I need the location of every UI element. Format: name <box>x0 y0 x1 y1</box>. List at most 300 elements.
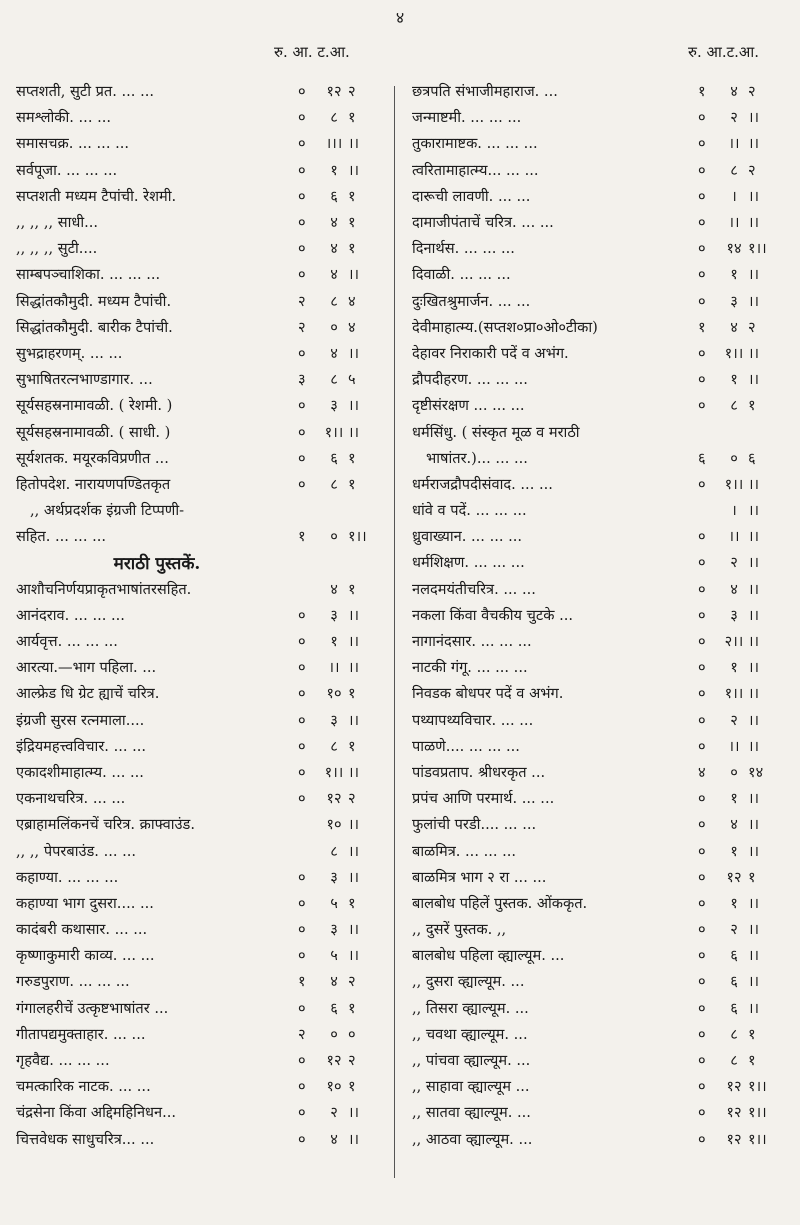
book-title: धर्मराजद्रौपदीसंवाद. ... ... <box>412 475 553 493</box>
price-annas: ० <box>330 318 338 336</box>
price-rupees: ० <box>298 999 306 1017</box>
price-rupees: ० <box>298 659 306 677</box>
book-title: चंद्रसेना किंवा अद्दिमहिनिधन... <box>16 1104 177 1122</box>
left-catalog-row <box>16 1073 382 1099</box>
right-catalog-row <box>412 130 782 156</box>
postage-annas: १ <box>748 1025 756 1043</box>
postage-annas: १।। <box>348 528 367 546</box>
price-rupees: ० <box>298 344 306 362</box>
postage-annas: १ <box>348 214 356 232</box>
book-title: समश्लोकी. ... ... <box>16 109 112 127</box>
price-rupees: ० <box>698 580 706 598</box>
right-catalog-row <box>412 235 782 261</box>
postage-annas: ।। <box>748 135 760 153</box>
price-annas: ३ <box>330 606 338 624</box>
price-annas: २ <box>730 921 738 939</box>
right-catalog-row <box>412 471 782 497</box>
postage-annas: २ <box>748 318 756 336</box>
price-rupees: ० <box>298 894 306 912</box>
right-catalog-row <box>412 628 782 654</box>
price-rupees: ६ <box>698 449 706 467</box>
price-rupees: ० <box>298 711 306 729</box>
book-title: दृष्टीसंरक्षण ... ... ... <box>412 397 525 415</box>
left-catalog-row <box>16 1126 382 1152</box>
price-rupees: ० <box>698 711 706 729</box>
price-rupees: २ <box>298 318 306 336</box>
book-title: कहाण्या भाग दुसरा.... ... <box>16 894 154 912</box>
price-annas: १।। <box>724 344 744 362</box>
price-rupees: ० <box>698 266 706 284</box>
book-title: इंग्रजी सुरस रत्नमाला.... <box>16 711 145 729</box>
price-rupees: ० <box>298 737 306 755</box>
price-annas: १२ <box>726 1104 742 1122</box>
right-catalog-row <box>412 418 782 444</box>
right-catalog-row <box>412 1073 782 1099</box>
price-annas: ० <box>730 763 738 781</box>
price-annas: ६ <box>330 999 338 1017</box>
book-title: ध्रुवाख्यान. ... ... ... <box>412 528 523 546</box>
postage-annas: १ <box>348 449 356 467</box>
postage-annas: ।। <box>348 266 360 284</box>
postage-annas: ।। <box>748 528 760 546</box>
left-catalog-row <box>16 995 382 1021</box>
price-annas: १।। <box>724 685 744 703</box>
book-title: आशौचनिर्णयप्राकृतभाषांतरसहित. <box>16 580 192 598</box>
price-rupees: ० <box>298 790 306 808</box>
book-title: ,, दुसरें पुस्तक. ,, <box>412 921 507 939</box>
right-catalog-row <box>412 104 782 130</box>
left-catalog-row <box>16 759 382 785</box>
book-title: नागानंदसार. ... ... ... <box>412 633 532 651</box>
book-title: द्रौपदीहरण. ... ... ... <box>412 371 528 389</box>
price-annas: १२ <box>326 83 342 101</box>
right-catalog-row <box>412 811 782 837</box>
price-rupees: ० <box>298 266 306 284</box>
left-catalog-row <box>16 340 382 366</box>
postage-annas: १ <box>348 240 356 258</box>
price-rupees: १ <box>298 528 306 546</box>
price-annas: ।।। <box>325 135 343 153</box>
book-title: गीतापद्यमुक्ताहार. ... ... <box>16 1025 146 1043</box>
book-title: नलदमयंतीचरित्र. ... ... <box>412 580 536 598</box>
price-annas: १४ <box>726 240 742 258</box>
book-title: एब्राहामलिंकनचें चरित्र. क्राफ्वाउंड. <box>16 816 195 834</box>
right-catalog-row <box>412 864 782 890</box>
price-annas: १२ <box>726 868 742 886</box>
price-rupees: ० <box>298 868 306 886</box>
price-rupees: ० <box>298 606 306 624</box>
book-title: तुकारामाष्टक. ... ... ... <box>412 135 538 153</box>
book-title: आरत्या.—भाग पहिला. ... <box>16 659 157 677</box>
book-title: ,, आठवा व्ह्याल्यूम. ... <box>412 1130 533 1148</box>
right-catalog-row <box>412 968 782 994</box>
left-catalog-row <box>16 837 382 863</box>
right-catalog-row <box>412 995 782 1021</box>
left-catalog-row <box>16 130 382 156</box>
left-catalog-row <box>16 602 382 628</box>
book-title: गरुडपुराण. ... ... ... <box>16 973 130 991</box>
book-title: कादंबरी कथासार. ... ... <box>16 921 148 939</box>
price-rupees: ० <box>698 371 706 389</box>
price-annas: ।। <box>728 135 740 153</box>
price-rupees: १ <box>698 83 706 101</box>
book-title: पाळणे.... ... ... ... <box>412 737 520 755</box>
book-title: त्वरितामाहात्म्य... ... ... <box>412 161 539 179</box>
right-column-header: रु. आ.ट.आ. <box>688 43 760 61</box>
book-title: गृहवैद्य. ... ... ... <box>16 1052 110 1070</box>
price-annas: १ <box>330 161 338 179</box>
price-rupees: ० <box>698 344 706 362</box>
section-heading: मराठी पुस्तकें. <box>113 553 201 574</box>
price-rupees: ३ <box>298 371 306 389</box>
left-catalog-row <box>16 445 382 471</box>
left-catalog-row <box>16 576 382 602</box>
book-title: ,, ,, पेपरबाउंड. ... ... <box>16 842 137 860</box>
price-rupees: ० <box>298 947 306 965</box>
price-annas: १२ <box>326 790 342 808</box>
price-rupees: ० <box>698 554 706 572</box>
right-catalog-row <box>412 1126 782 1152</box>
price-annas: ४ <box>330 580 338 598</box>
postage-annas: १ <box>348 109 356 127</box>
price-annas: ।। <box>728 528 740 546</box>
book-title: चमत्कारिक नाटक. ... ... <box>16 1078 151 1096</box>
book-title: छत्रपति संभाजीमहाराज. ... <box>412 83 558 101</box>
price-rupees: ० <box>698 921 706 939</box>
postage-annas: १ <box>748 1052 756 1070</box>
price-rupees: ० <box>698 1025 706 1043</box>
price-rupees: ० <box>298 187 306 205</box>
postage-annas: १।। <box>748 1130 767 1148</box>
right-catalog-row <box>412 261 782 287</box>
price-rupees: ० <box>298 240 306 258</box>
price-annas: ८ <box>330 292 338 310</box>
left-catalog-row <box>16 235 382 261</box>
left-catalog-row <box>16 392 382 418</box>
postage-annas: ।। <box>748 921 760 939</box>
postage-annas: ५ <box>348 371 356 389</box>
left-catalog-row <box>16 1021 382 1047</box>
book-title: समासचक्र. ... ... ... <box>16 135 130 153</box>
right-catalog-row <box>412 707 782 733</box>
right-catalog-row <box>412 654 782 680</box>
price-rupees: ० <box>298 161 306 179</box>
price-rupees: ० <box>298 214 306 232</box>
price-annas: ८ <box>730 1025 738 1043</box>
price-rupees: ० <box>698 397 706 415</box>
book-title: हितोपदेश. नारायणपण्डितकृत <box>16 475 171 493</box>
book-title: दुःखितश्रुमार्जन. ... ... <box>412 292 531 310</box>
book-title: निवडक बोधपर पदें व अभंग. <box>412 685 564 703</box>
price-rupees: ० <box>698 894 706 912</box>
postage-annas: ४ <box>348 318 356 336</box>
price-annas: ३ <box>330 868 338 886</box>
right-catalog-row <box>412 1021 782 1047</box>
price-rupees: ० <box>698 606 706 624</box>
price-annas: ४ <box>330 266 338 284</box>
price-annas: १।। <box>724 475 744 493</box>
price-annas: ३ <box>330 397 338 415</box>
price-annas: ४ <box>330 344 338 362</box>
postage-annas: २ <box>348 83 356 101</box>
postage-annas: ।। <box>748 554 760 572</box>
left-catalog-row <box>16 261 382 287</box>
price-annas: ४ <box>330 973 338 991</box>
left-catalog-row <box>16 654 382 680</box>
postage-annas: ।। <box>748 606 760 624</box>
price-rupees: ४ <box>698 763 706 781</box>
price-rupees: ० <box>698 790 706 808</box>
postage-annas: ।। <box>748 737 760 755</box>
book-title: बाळमित्र भाग २ रा ... ... <box>412 868 547 886</box>
book-title: ,, चवथा व्ह्याल्यूम. ... <box>412 1025 528 1043</box>
postage-annas: ।। <box>348 1130 360 1148</box>
price-annas: ८ <box>330 737 338 755</box>
postage-annas: ।। <box>748 659 760 677</box>
book-title: ,, तिसरा व्ह्याल्यूम. ... <box>412 999 529 1017</box>
book-title: दामाजीपंताचें चरित्र. ... ... <box>412 214 554 232</box>
price-annas: ४ <box>730 816 738 834</box>
right-catalog-row <box>412 890 782 916</box>
postage-annas: ।। <box>348 816 360 834</box>
right-catalog-row <box>412 837 782 863</box>
price-annas: २ <box>730 711 738 729</box>
left-catalog-row <box>16 78 382 104</box>
right-column <box>412 78 782 1152</box>
price-annas: १ <box>730 894 738 912</box>
book-title: गंगालहरीचें उत्कृष्टभाषांतर ... <box>16 999 169 1017</box>
postage-annas: ।। <box>748 371 760 389</box>
postage-annas: १ <box>348 475 356 493</box>
price-annas: ० <box>730 449 738 467</box>
price-rupees: ० <box>698 1130 706 1148</box>
right-catalog-row <box>412 549 782 575</box>
book-title: साम्बपञ्चाशिका. ... ... ... <box>16 266 161 284</box>
price-rupees: १ <box>698 318 706 336</box>
price-annas: १० <box>326 816 342 834</box>
postage-annas: १।। <box>748 1104 767 1122</box>
postage-annas: ।। <box>748 214 760 232</box>
postage-annas: १ <box>348 685 356 703</box>
price-annas: १ <box>730 790 738 808</box>
price-rupees: ० <box>698 973 706 991</box>
postage-annas: ।। <box>748 894 760 912</box>
postage-annas: १ <box>748 397 756 415</box>
left-catalog-row <box>16 628 382 654</box>
left-column-header: रु. आ. ट.आ. <box>274 43 350 61</box>
price-annas: १ <box>330 633 338 651</box>
book-title: आनंदराव. ... ... ... <box>16 606 125 624</box>
book-title: पांडवप्रताप. श्रीधरकृत ... <box>412 763 546 781</box>
price-rupees: ० <box>298 763 306 781</box>
book-title: सप्तशती, सुटी प्रत. ... ... <box>16 83 154 101</box>
right-catalog-row <box>412 576 782 602</box>
postage-annas: ।। <box>748 711 760 729</box>
price-rupees: ० <box>698 109 706 127</box>
postage-annas: ६ <box>748 449 756 467</box>
postage-annas: २ <box>348 973 356 991</box>
book-title: दिवाळी. ... ... ... <box>412 266 511 284</box>
postage-annas: १ <box>748 868 756 886</box>
right-catalog-row <box>412 733 782 759</box>
price-annas: ६ <box>330 187 338 205</box>
book-title: ,, सातवा व्ह्याल्यूम. ... <box>412 1104 531 1122</box>
price-annas: । <box>731 502 737 520</box>
postage-annas: ।। <box>748 947 760 965</box>
book-title: ,, पांचवा व्ह्याल्यूम. ... <box>412 1052 531 1070</box>
price-rupees: १ <box>298 973 306 991</box>
price-rupees: ० <box>298 135 306 153</box>
left-catalog-row <box>16 366 382 392</box>
book-title: सुभाषितरत्नभाण्डागार. ... <box>16 371 153 389</box>
right-catalog-row <box>412 157 782 183</box>
price-annas: ८ <box>730 1052 738 1070</box>
postage-annas: ।। <box>748 580 760 598</box>
postage-annas: १ <box>348 894 356 912</box>
book-title: बालबोध पहिलें पुस्तक. ओंककृत. <box>412 894 588 912</box>
postage-annas: ।। <box>348 606 360 624</box>
left-catalog-row <box>16 183 382 209</box>
price-rupees: ० <box>298 109 306 127</box>
postage-annas: ।। <box>748 633 760 651</box>
left-catalog-row <box>16 549 382 575</box>
postage-annas: १ <box>348 187 356 205</box>
postage-annas: ।। <box>748 973 760 991</box>
postage-annas: ।। <box>748 292 760 310</box>
postage-annas: ।। <box>348 135 360 153</box>
book-title: एकादशीमाहात्म्य. ... ... <box>16 763 144 781</box>
price-annas: २ <box>730 109 738 127</box>
right-catalog-row <box>412 680 782 706</box>
price-rupees: ० <box>698 737 706 755</box>
price-annas: ८ <box>330 475 338 493</box>
price-rupees: ० <box>298 685 306 703</box>
right-catalog-row <box>412 78 782 104</box>
price-annas: ४ <box>330 240 338 258</box>
price-annas: १० <box>326 1078 342 1096</box>
column-divider <box>394 86 395 1178</box>
book-title: ,, ,, ,, साधी... <box>16 214 99 232</box>
left-catalog-row <box>16 811 382 837</box>
left-catalog-row <box>16 785 382 811</box>
postage-annas: ।। <box>748 502 760 520</box>
left-catalog-row <box>16 942 382 968</box>
left-catalog-row <box>16 1099 382 1125</box>
price-rupees: ० <box>698 135 706 153</box>
book-title: ,, दुसरा व्ह्याल्यूम. ... <box>412 973 525 991</box>
book-title: धर्मशिक्षण. ... ... ... <box>412 554 525 572</box>
price-annas: २।। <box>724 633 744 651</box>
book-title: सप्तशती मध्यम टैपांची. रेशमी. <box>16 187 177 205</box>
price-annas: ८ <box>730 397 738 415</box>
left-catalog-row <box>16 523 382 549</box>
book-title: ,, ,, ,, सुटी.... <box>16 240 98 258</box>
postage-annas: १ <box>348 999 356 1017</box>
left-catalog-row <box>16 733 382 759</box>
price-annas: ३ <box>730 606 738 624</box>
price-annas: १२ <box>726 1130 742 1148</box>
right-catalog-row <box>412 392 782 418</box>
right-catalog-row <box>412 942 782 968</box>
left-catalog-row <box>16 497 382 523</box>
left-catalog-row <box>16 864 382 890</box>
book-title: कहाण्या. ... ... ... <box>16 868 119 886</box>
right-catalog-row <box>412 1047 782 1073</box>
price-rupees: ० <box>698 1104 706 1122</box>
postage-annas: २ <box>348 790 356 808</box>
postage-annas: ।। <box>748 999 760 1017</box>
book-title: प्रपंच आणि परमार्थ. ... ... <box>412 790 555 808</box>
price-rupees: ० <box>298 1078 306 1096</box>
postage-annas: १।। <box>748 1078 767 1096</box>
postage-annas: ।। <box>748 187 760 205</box>
book-title: सिद्धांतकौमुदी. बारीक टैपांची. <box>16 318 173 336</box>
price-annas: ६ <box>730 973 738 991</box>
price-annas: ४ <box>730 318 738 336</box>
price-annas: १२ <box>326 1052 342 1070</box>
postage-annas: ।। <box>748 685 760 703</box>
price-rupees: ० <box>698 868 706 886</box>
price-rupees: ० <box>298 397 306 415</box>
price-annas: २ <box>330 1104 338 1122</box>
right-catalog-row <box>412 916 782 942</box>
price-annas: ३ <box>330 921 338 939</box>
price-annas: ६ <box>730 947 738 965</box>
price-rupees: ० <box>698 240 706 258</box>
book-title: चित्तवेधक साधुचरित्र... ... <box>16 1130 155 1148</box>
price-annas: ५ <box>330 947 338 965</box>
price-rupees: ० <box>698 633 706 651</box>
book-title: नकला किंवा वैचकीय चुटके ... <box>412 606 574 624</box>
right-catalog-row <box>412 314 782 340</box>
book-title: सूर्यसहस्रनामावळी. ( रेशमी. ) <box>16 397 173 415</box>
price-rupees: ० <box>698 292 706 310</box>
book-title: एकनाथचरित्र. ... ... <box>16 790 126 808</box>
postage-annas: ।। <box>748 266 760 284</box>
postage-annas: ।। <box>748 790 760 808</box>
book-title: इंद्रियमहत्त्वविचार. ... ... <box>16 737 147 755</box>
book-title: ,, अर्थप्रदर्शक इंग्रजी टिप्पणी- <box>30 502 185 520</box>
right-catalog-row <box>412 602 782 628</box>
left-catalog-row <box>16 1047 382 1073</box>
left-catalog-row <box>16 707 382 733</box>
postage-annas: ।। <box>348 1104 360 1122</box>
price-annas: १ <box>730 659 738 677</box>
price-annas: ८ <box>330 371 338 389</box>
price-rupees: ० <box>698 947 706 965</box>
right-catalog-row <box>412 366 782 392</box>
right-catalog-row <box>412 759 782 785</box>
price-annas: ८ <box>330 842 338 860</box>
book-title: धर्मसिंधु. ( संस्कृत मूळ व मराठी <box>412 423 580 441</box>
price-rupees: ० <box>698 1052 706 1070</box>
book-title: आल्फ्रेड धि ग्रेट ह्याचें चरित्र. <box>16 685 160 703</box>
price-rupees: ० <box>698 842 706 860</box>
right-catalog-row <box>412 1099 782 1125</box>
price-annas: ४ <box>330 214 338 232</box>
book-title: फुलांची परडी.... ... ... <box>412 816 537 834</box>
price-rupees: ० <box>698 214 706 232</box>
book-title: सिद्धांतकौमुदी. मध्यम टैपांची. <box>16 292 172 310</box>
postage-annas: ।। <box>748 344 760 362</box>
price-annas: १ <box>730 266 738 284</box>
price-rupees: ० <box>298 1052 306 1070</box>
price-rupees: ० <box>298 449 306 467</box>
postage-annas: ।। <box>348 633 360 651</box>
price-annas: ५ <box>330 894 338 912</box>
price-annas: ८ <box>330 109 338 127</box>
postage-annas: ।। <box>748 842 760 860</box>
